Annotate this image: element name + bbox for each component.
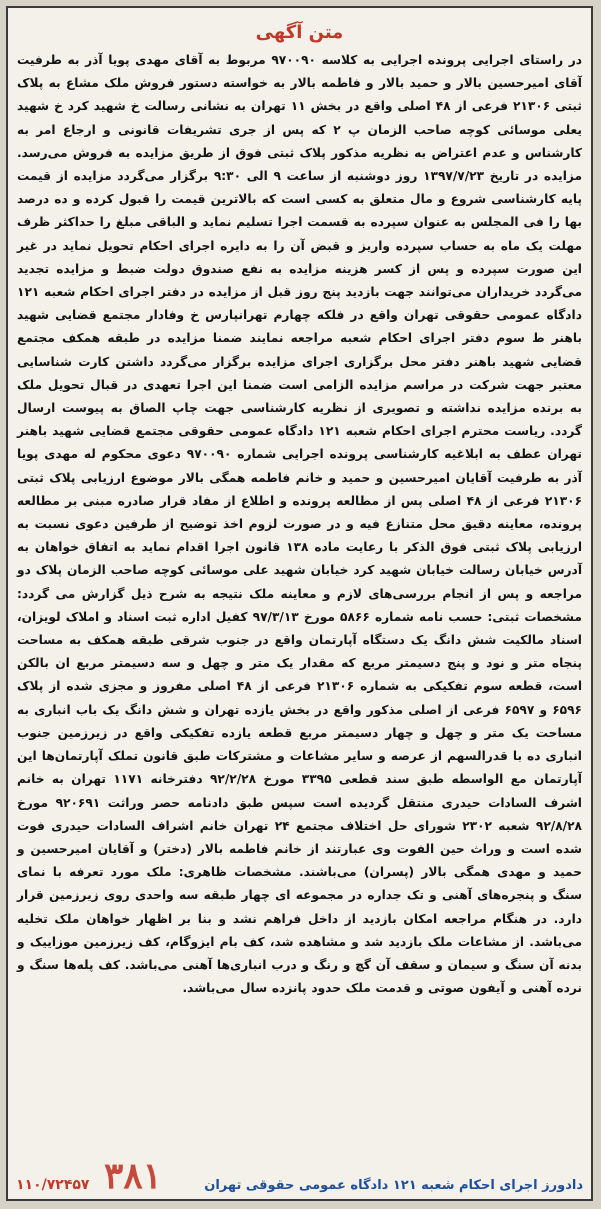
notice-footer [16, 1153, 583, 1193]
stamp-number: ۳۸۱ [104, 1155, 163, 1197]
legal-notice [6, 6, 593, 1201]
notice-body: در راستای اجرایی پرونده اجرایی به کلاسه ۹۷۰۰۹۰ مربوط به آقای مهدی پویا آذر به طرفیت آقای امیرحسین بالار و حمید بالار و فاطمه بالار به خواسته دستور فروش ملک مشاع به پلاک ثبتی ۲۱۳۰۶ فرعی از ۴۸ اصلی واقع در بخش ۱۱ تهران به نشانی رسالت خ شهید کرد خ شهید یعلی موسائی کوچه صاحب الزمان پ ۲ که پس از جری تشریفات قانونی و ارجاع امر به کارشناس و عدم اعتراض به نظریه مذکور پلاک ثبتی فوق از طریق مزایده به فروش می‌رسد. مزایده در تاریخ ۱۳۹۷/۷/۲۳ روز دوشنبه از ساعت ۹ الی ۹:۳۰ برگزار می‌گردد مزایده از قیمت پایه کارشناسی شروع و مال متعلق به کسی است که بالاترین قیمت را قبول کرده و ده درصد بها را فی المجلس به عنوان سپرده به قسمت اجرا تسلیم نماید و الباقی مبلغ را حداکثر ظرف مهلت یک ماه به حساب سپرده واریز و قبض آن را به دایره اجرای احکام تحویل نماید در غیر این صورت سپرده و پس از کسر هزینه مزایده به نفع صندوق دولت ضبط و مزایده تجدید می‌گردد خریداران می‌توانند جهت بازدید پنج روز قبل از مزایده در دفتر اجرای احکام شعبه ۱۲۱ دادگاه عمومی حقوقی تهران واقع در فلکه چهارم تهرانپارس خ وفادار مجتمع قضایی شهید باهنر ط سوم دفتر اجرای احکام شعبه مراجعه نمایند ضمنا مزایده در طبقه همکف مجتمع قضایی شهید باهنر دفتر محل برگزاری اجرای مزایده برگزار می‌گردد داشتن کارت شناسایی معتبر جهت شرکت در مراسم مزایده الزامی است ضمنا این اجرا تعهدی در قبال تحویل ملک به برنده مزایده نداشته و تصویری از نظریه کارشناسی جهت چاپ الصاق به پیوست ارسال گردد. ریاست محترم اجرای احکام شعبه ۱۲۱ دادگاه عمومی حقوقی مجتمع قضایی شهید باهنر تهران عطف به ابلاغیه کارشناسی پرونده اجرایی شماره ۹۷۰۰۹۰ دعوی محکوم له مهدی پویا آذر به طرفیت آقایان امیرحسین و حمید و خانم فاطمه همگی بالار موضوع ارزیابی پلاک ثبتی ۲۱۳۰۶ فرعی از ۴۸ اصلی پس از مطالعه پرونده و اطلاع از مفاد قرار صادره مبنی بر مطالعه پرونده، معاینه دقیق محل متنازع فیه و در صورت لزوم اخذ توضیح از طرفین دعوی نسبت به ارزیابی پلاک ثبتی فوق الذکر با رعایت ماده ۱۳۸ قانون اجرا اقدام نماید به اتفاق خواهان به آدرس خیابان رسالت خیابان شهید کرد خیابان شهید علی موسائی کوچه صاحب الزمان پلاک دو مراجعه و پس از انجام بررسی‌های لازم و معاینه ملک نتیجه به شرح ذیل گزارش می گردد: مشخصات ثبتی: حسب نامه شماره ۵۸۶۶ مورخ ۹۷/۳/۱۳ کفیل اداره ثبت اسناد و املاک لویزان، اسناد مالکیت شش دانگ یک دستگاه آپارتمان واقع در جنوب شرقی طبقه همکف به مساحت پنجاه متر و نود و پنج دسیمتر مربع که مقدار یک متر و چهل و سه دسیمتر مربع ان بالکن است، قطعه سوم تفکیکی به شماره ۲۱۳۰۶ فرعی از ۴۸ اصلی مفروز و مجزی شده از پلاک ۶۵۹۶ و ۶۵۹۷ فرعی از اصلی مذکور واقع در بخش یازده تهران و شش دانگ یک باب انباری به مساحت یک متر و چهل و چهار دسیمتر مربع قطعه یازده تفکیکی واقع در زیرزمین جنوب انباری ده با قدرالسهم از عرصه و سایر مشاعات و مشترکات طبق قانون تملک آپارتمان‌ها این آپارتمان مع الواسطه طبق سند قطعی ۳۳۹۵ مورخ ۹۲/۲/۲۸ دفترخانه ۱۱۷۱ تهران به خانم اشرف السادات حیدری منتقل گردیده است سپس طبق دادنامه حصر وراثت ۹۲۰۶۹۱ مورخ ۹۲/۸/۲۸ شعبه ۲۳۰۲ شورای حل اختلاف مجتمع ۲۴ تهران خانم اشراف السادات حیدری فوت شده است و وراث حین الفوت وی عبارتند از خانم فاطمه بالار (دختر) و آقایان امیرحسین و حمید و مهدی همگی بالار (پسران) می‌باشند. مشخصات ظاهری: ملک مورد تعرفه با نمای سنگ و پنجره‌های آهنی و تک جداره در مجموعه ای چهار طبقه سه واحدی روی زیرزمین قرار دارد. در هنگام مراجعه امکان بازدید از داخل فراهم نشد و بنا بر اظهار خواهان ملک تخلیه می‌باشد. از مشاعات ملک بازدید شد و مشاهده شد، کف بام ایزوگام، کف زیرزمین موزاییک و بدنه آن سنگ و سیمان و سقف آن گچ و رنگ و درب انباری‌ها آهنی می‌باشد. کف پله‌ها سنگ و نرده آهنی و آیفون صوتی و قدمت ملک حدود پانزده سال می‌باشد. [17, 53, 583, 996]
issuer-signature: دادورز اجرای احکام شعبه ۱۲۱ دادگاه عمومی حقوقی تهران [204, 1178, 583, 1193]
notice-title: متن آگهی [255, 22, 344, 43]
reference-code: ۱۱۰/۷۲۴۵۷ [16, 1177, 90, 1193]
